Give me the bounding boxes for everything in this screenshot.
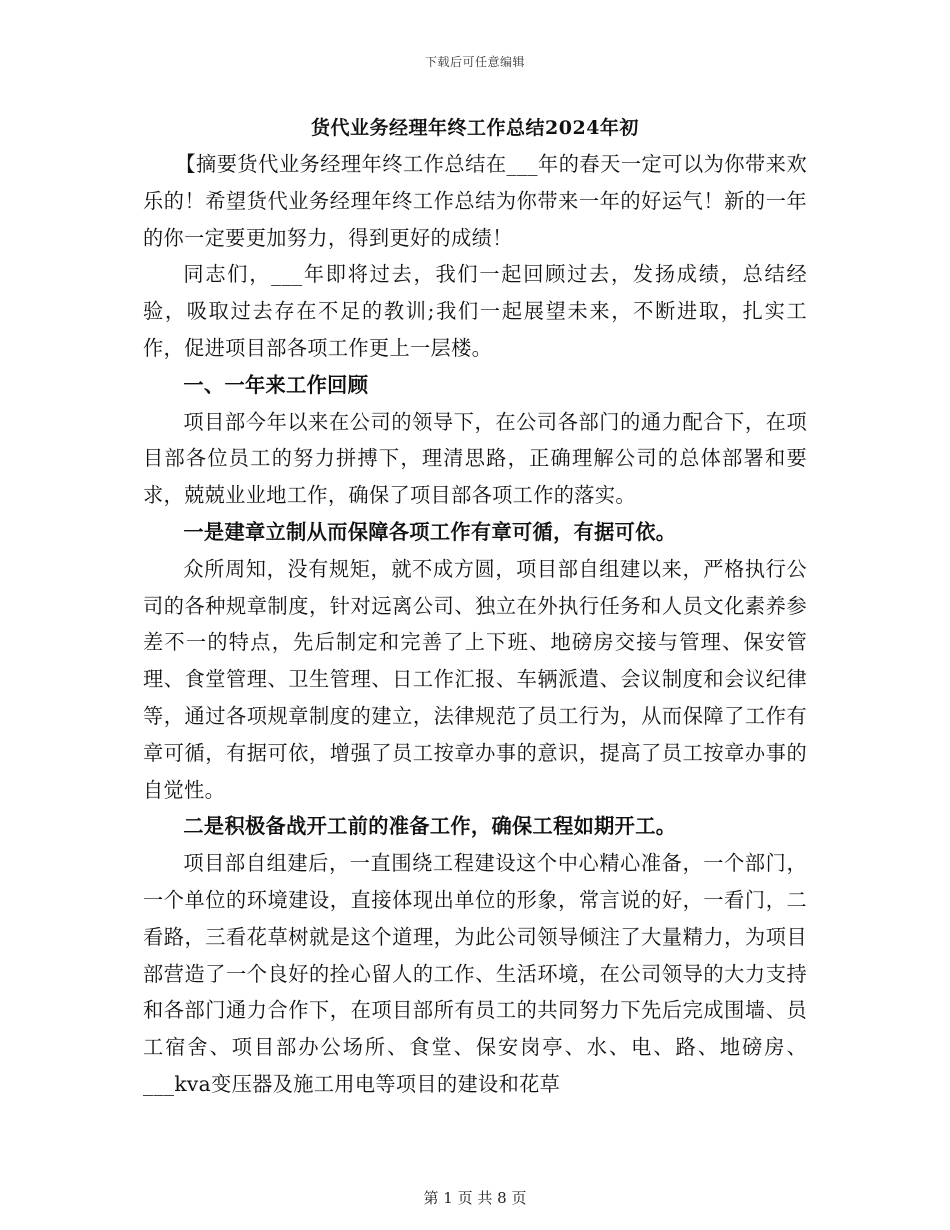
subheading-preparation: 二是积极备战开工前的准备工作，确保工程如期开工。 <box>183 814 677 839</box>
paragraph-review: 项目部今年以来在公司的领导下，在公司各部门的通力配合下，在项目部各位员工的努力拼搏下，理清思路，正确理解公司的总体部署和要求，兢兢业业地工作，确保了项目部各项工作的落实。 <box>143 409 807 508</box>
page-number-footer: 第 1 页 共 8 页 <box>423 1189 527 1207</box>
paragraph-summary: 【摘要货代业务经理年终工作总结在___年的春天一定可以为你带来欢乐的！希望货代业务经理年终工作总结为你带来一年的好运气！新的一年的你一定要更加努力，得到更好的成绩！ <box>143 152 807 250</box>
paragraph-preparation: 项目部自组建后，一直围绕工程建设这个中心精心准备，一个部门，一个单位的环境建设，直接体现出单位的形象，常言说的好，一看门，二看路，三看花草树就是这个道理，为此公司领导倾注了大量精力，为项目部营造了一个良好的拴心留人的工作、生活环境，在公司领导的大力支持和各部门通力合作下，在项目部所有员工的共同努力下先后完成围墙、员工宿舍、项目部办公场所、食堂、保安岗亭、水、电、路、地磅房、___kva变压器及施工用电等项目的建设和花草 <box>143 851 807 1096</box>
paragraph-rules: 众所周知，没有规矩，就不成方圆，项目部自组建以来，严格执行公司的各种规章制度，针对远离公司、独立在外执行任务和人员文化素养参差不一的特点，先后制定和完善了上下班、地磅房交接与管理、保安管理、食堂管理、卫生管理、日工作汇报、车辆派遣、会议制度和会议纪律等，通过各项规章制度的建立，法律规范了员工行为，从而保障了工作有章可循，有据可依，增强了员工按章办事的意识，提高了员工按章办事的自觉性。 <box>143 556 807 802</box>
document-body <box>143 146 807 1103</box>
section-heading-review: 一、一年来工作回顾 <box>183 372 369 397</box>
subheading-rules: 一是建章立制从而保障各项工作有章可循，有据可依。 <box>183 519 677 544</box>
paragraph-intro: 同志们，___年即将过去，我们一起回顾过去，发扬成绩，总结经验，吸取过去存在不足的教训;我们一起展望未来，不断进取，扎实工作，促进项目部各项工作更上一层楼。 <box>143 262 807 360</box>
document-title: 货代业务经理年终工作总结2024年初 <box>311 117 639 139</box>
header-note: 下载后可任意编辑 <box>424 55 525 69</box>
